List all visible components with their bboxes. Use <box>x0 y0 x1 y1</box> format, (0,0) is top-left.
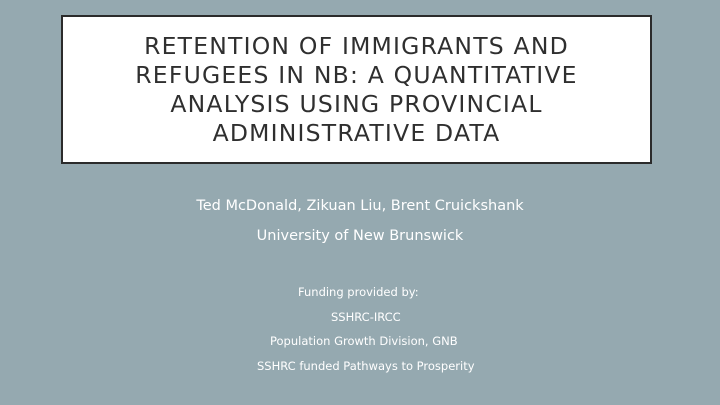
funding-source-pathways: SSHRC funded Pathways to Prosperity <box>257 359 475 373</box>
authors-line: Ted McDonald, Zikuan Liu, Brent Cruickshank <box>196 198 524 214</box>
affiliation-line: University of New Brunswick <box>256 228 464 244</box>
funding-heading: Funding provided by: <box>298 285 419 299</box>
slide-title: RETENTION OF IMMIGRANTS AND REFUGEES IN NB: A QUANTITATIVE ANALYSIS USING PROVINCIAL ADMINISTRATIVE DATA <box>135 31 578 147</box>
funding-source-sshrc-ircc: SSHRC-IRCC <box>331 310 401 324</box>
title-box <box>61 15 652 164</box>
funding-source-population-growth: Population Growth Division, GNB <box>270 334 458 348</box>
